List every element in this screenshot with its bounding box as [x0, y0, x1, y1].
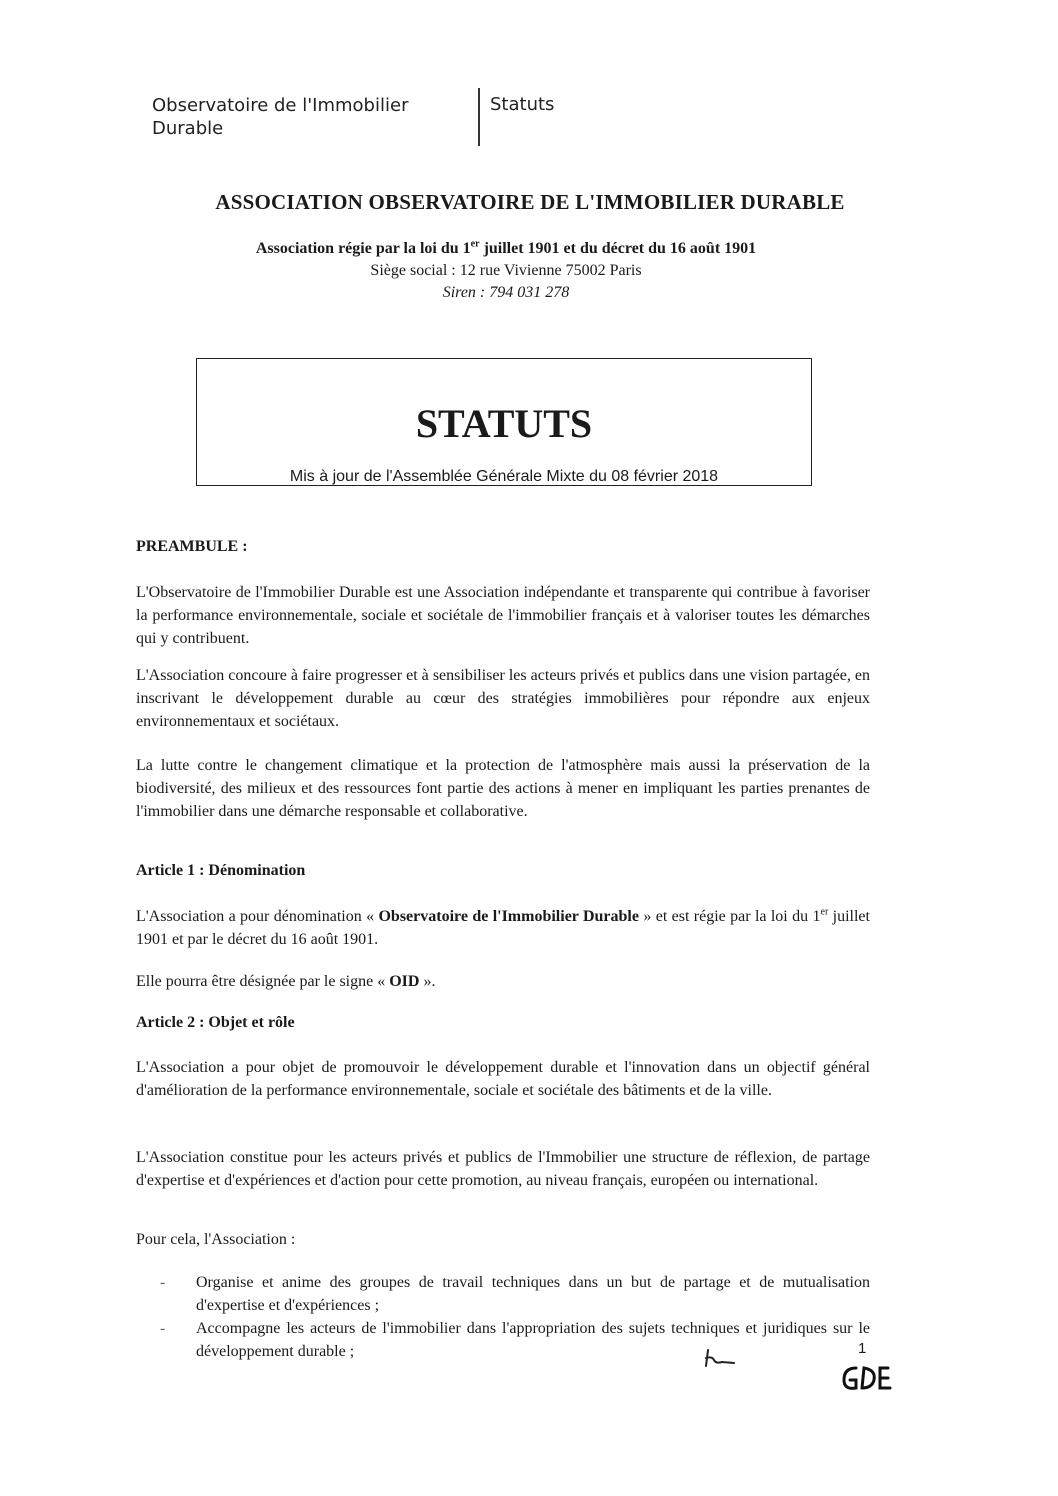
article-1-heading: Article 1 : Dénomination — [136, 862, 306, 879]
article-2-paragraph-2: L'Association constitue pour les acteurs privés et publics de l'Immobilier une structure de réflexion, de partage d'expertise et d'expériences et d'action pour cette promotion, au niveau français, européen ou international. — [136, 1149, 870, 1189]
registered-office: Siège social : 12 rue Vivienne 75002 Paris — [370, 262, 642, 279]
article-1-text-mid: » et est régie par la loi du 1 — [638, 908, 821, 925]
article-1-text-start: L'Association a pour dénomination « — [136, 908, 379, 925]
article-1-text-end: juillet 1901 et par le décret du 16 août 1901. — [136, 908, 870, 948]
article-2-paragraph-1: L'Association a pour objet de promouvoir le développement durable et l'innovation dans un objectif général d'amélioration de la performance environnementale, sociale et sociétale des bâtiments et de la ville. — [136, 1059, 870, 1099]
article-1-paragraph-1 — [136, 905, 870, 951]
article-2-list — [160, 1271, 870, 1363]
handwritten-initials — [838, 1360, 898, 1394]
preambule-heading: PREAMBULE : — [136, 538, 248, 555]
list-item-text: Accompagne les acteurs de l'immobilier dans l'appropriation des sujets techniques et juridiques sur le développement durable ; — [196, 1320, 870, 1360]
article-1-sign: OID — [389, 973, 420, 990]
document-title: ASSOCIATION OBSERVATOIRE DE L'IMMOBILIER DURABLE — [215, 190, 845, 214]
header-divider — [478, 88, 480, 146]
header-org-line2: Durable — [152, 118, 224, 139]
list-item — [160, 1271, 870, 1317]
article-1-sign-start: Elle pourra être désignée par le signe « — [136, 973, 390, 990]
law-superscript: er — [470, 238, 480, 250]
article-2-heading: Article 2 : Objet et rôle — [136, 1014, 295, 1031]
law-text-start: Association régie par la loi du 1 — [255, 240, 471, 257]
header-org-line1: Observatoire de l'Immobilier — [152, 95, 409, 116]
list-dash: - — [160, 1320, 166, 1337]
article-1-sign-end: ». — [419, 973, 436, 990]
article-1-superscript: er — [820, 906, 829, 918]
siren-number: Siren : 794 031 278 — [442, 284, 570, 301]
article-1-name: Observatoire de l'Immobilier Durable — [378, 908, 639, 925]
preambule-paragraph-1: L'Observatoire de l'Immobilier Durable est une Association indépendante et transparente qui contribue à favoriser la performance environnementale, sociale et sociétale de l'immobilier français et à valoriser toutes les démarches qui y contribuent. — [136, 584, 870, 647]
header-organization — [152, 94, 452, 140]
article-1-paragraph-2 — [136, 970, 870, 993]
law-reference — [100, 240, 912, 258]
preambule-paragraph-2: L'Association concoure à faire progresser et à sensibiliser les acteurs privés et publics dans une vision partagée, en inscrivant le développement durable au cœur des stratégies immobilières pour répondre aux enjeux environnementaux et sociétaux. — [136, 667, 870, 730]
list-item-text: Organise et anime des groupes de travail techniques dans un but de partage et de mutualisation d'expertise et d'expériences ; — [196, 1274, 870, 1314]
header-doc-type: Statuts — [490, 94, 555, 115]
handwritten-signature — [700, 1346, 740, 1370]
law-text-end: juillet 1901 et du décret du 16 août 1901 — [479, 240, 757, 257]
list-dash: - — [160, 1274, 166, 1291]
list-item — [160, 1317, 870, 1363]
preambule-paragraph-3: La lutte contre le changement climatique et la protection de l'atmosphère mais aussi la préservation de la biodiversité, des milieux et des ressources font partie des actions à mener en impliquant les parties prenantes de l'immobilier dans une démarche responsable et collaborative. — [136, 757, 870, 820]
statuts-title: STATUTS — [415, 401, 593, 446]
update-note: Mis à jour de l'Assemblée Générale Mixte du 08 février 2018 — [289, 468, 719, 485]
page-number: 1 — [858, 1340, 867, 1357]
article-2-paragraph-3: Pour cela, l'Association : — [136, 1231, 296, 1248]
